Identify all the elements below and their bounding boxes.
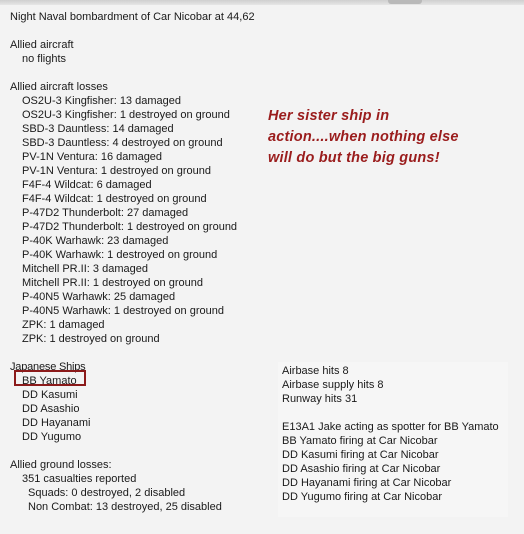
aircraft-loss-item: Mitchell PR.II: 3 damaged (22, 263, 148, 275)
aircraft-loss-item: PV-1N Ventura: 16 damaged (22, 151, 163, 163)
allied-aircraft-losses-header: Allied aircraft losses (10, 81, 108, 93)
aircraft-loss-item: F4F-4 Wildcat: 6 damaged (22, 179, 152, 191)
aircraft-loss-item: P-40N5 Warhawk: 25 damaged (22, 291, 176, 303)
airbase-hits: Airbase hits 8 (282, 365, 349, 377)
allied-ground-losses-header: Allied ground losses: (10, 459, 112, 471)
casualties-line: 351 casualties reported (22, 473, 137, 485)
ship-item: DD Yugumo (22, 431, 82, 443)
aircraft-loss-item: P-47D2 Thunderbolt: 1 destroyed on ground (22, 221, 238, 233)
aircraft-loss-item: F4F-4 Wildcat: 1 destroyed on ground (22, 193, 207, 205)
annotation-text: Her sister ship in action....when nothing else will do but the big guns! (268, 108, 459, 166)
non-combat-line: Non Combat: 13 destroyed, 25 disabled (28, 501, 222, 513)
aircraft-loss-item: SBD-3 Dauntless: 14 damaged (22, 123, 174, 135)
squads-line: Squads: 0 destroyed, 2 disabled (28, 487, 186, 499)
aircraft-loss-item: ZPK: 1 damaged (22, 319, 105, 331)
ship-item: DD Asashio (22, 403, 80, 415)
aircraft-loss-item: P-40K Warhawk: 23 damaged (22, 235, 169, 247)
ship-item-yamato: BB Yamato (22, 375, 77, 387)
ship-item: DD Kasumi (22, 389, 78, 401)
allied-aircraft-header: Allied aircraft (10, 39, 74, 51)
yamato-highlight-box (14, 370, 86, 386)
firing-line: BB Yamato firing at Car Nicobar (282, 435, 438, 447)
bombardment-results-box (278, 362, 508, 517)
allied-aircraft-item: no flights (22, 53, 67, 65)
aircraft-loss-item: P-47D2 Thunderbolt: 27 damaged (22, 207, 189, 219)
firing-line: E13A1 Jake acting as spotter for BB Yamato (282, 421, 499, 433)
aircraft-loss-item: P-40N5 Warhawk: 1 destroyed on ground (22, 305, 224, 317)
aircraft-loss-item: ZPK: 1 destroyed on ground (22, 333, 160, 345)
aircraft-loss-item: OS2U-3 Kingfisher: 1 destroyed on ground (22, 109, 230, 121)
firing-line: DD Yugumo firing at Car Nicobar (282, 491, 442, 503)
scroll-notch (388, 0, 422, 4)
aircraft-loss-item: Mitchell PR.II: 1 destroyed on ground (22, 277, 203, 289)
aircraft-loss-item: PV-1N Ventura: 1 destroyed on ground (22, 165, 211, 177)
firing-line: DD Asashio firing at Car Nicobar (282, 463, 441, 475)
report-title: Night Naval bombardment of Car Nicobar at 44,62 (10, 11, 255, 23)
japanese-ships-header: Japanese Ships (10, 361, 86, 373)
aircraft-loss-item: P-40K Warhawk: 1 destroyed on ground (22, 249, 218, 261)
aircraft-loss-item: OS2U-3 Kingfisher: 13 damaged (22, 95, 181, 107)
airbase-supply-hits: Airbase supply hits 8 (282, 379, 384, 391)
firing-line: DD Hayanami firing at Car Nicobar (282, 477, 452, 489)
ship-item: DD Hayanami (22, 417, 91, 429)
aircraft-loss-item: SBD-3 Dauntless: 4 destroyed on ground (22, 137, 223, 149)
firing-line: DD Kasumi firing at Car Nicobar (282, 449, 439, 461)
runway-hits: Runway hits 31 (282, 393, 358, 405)
